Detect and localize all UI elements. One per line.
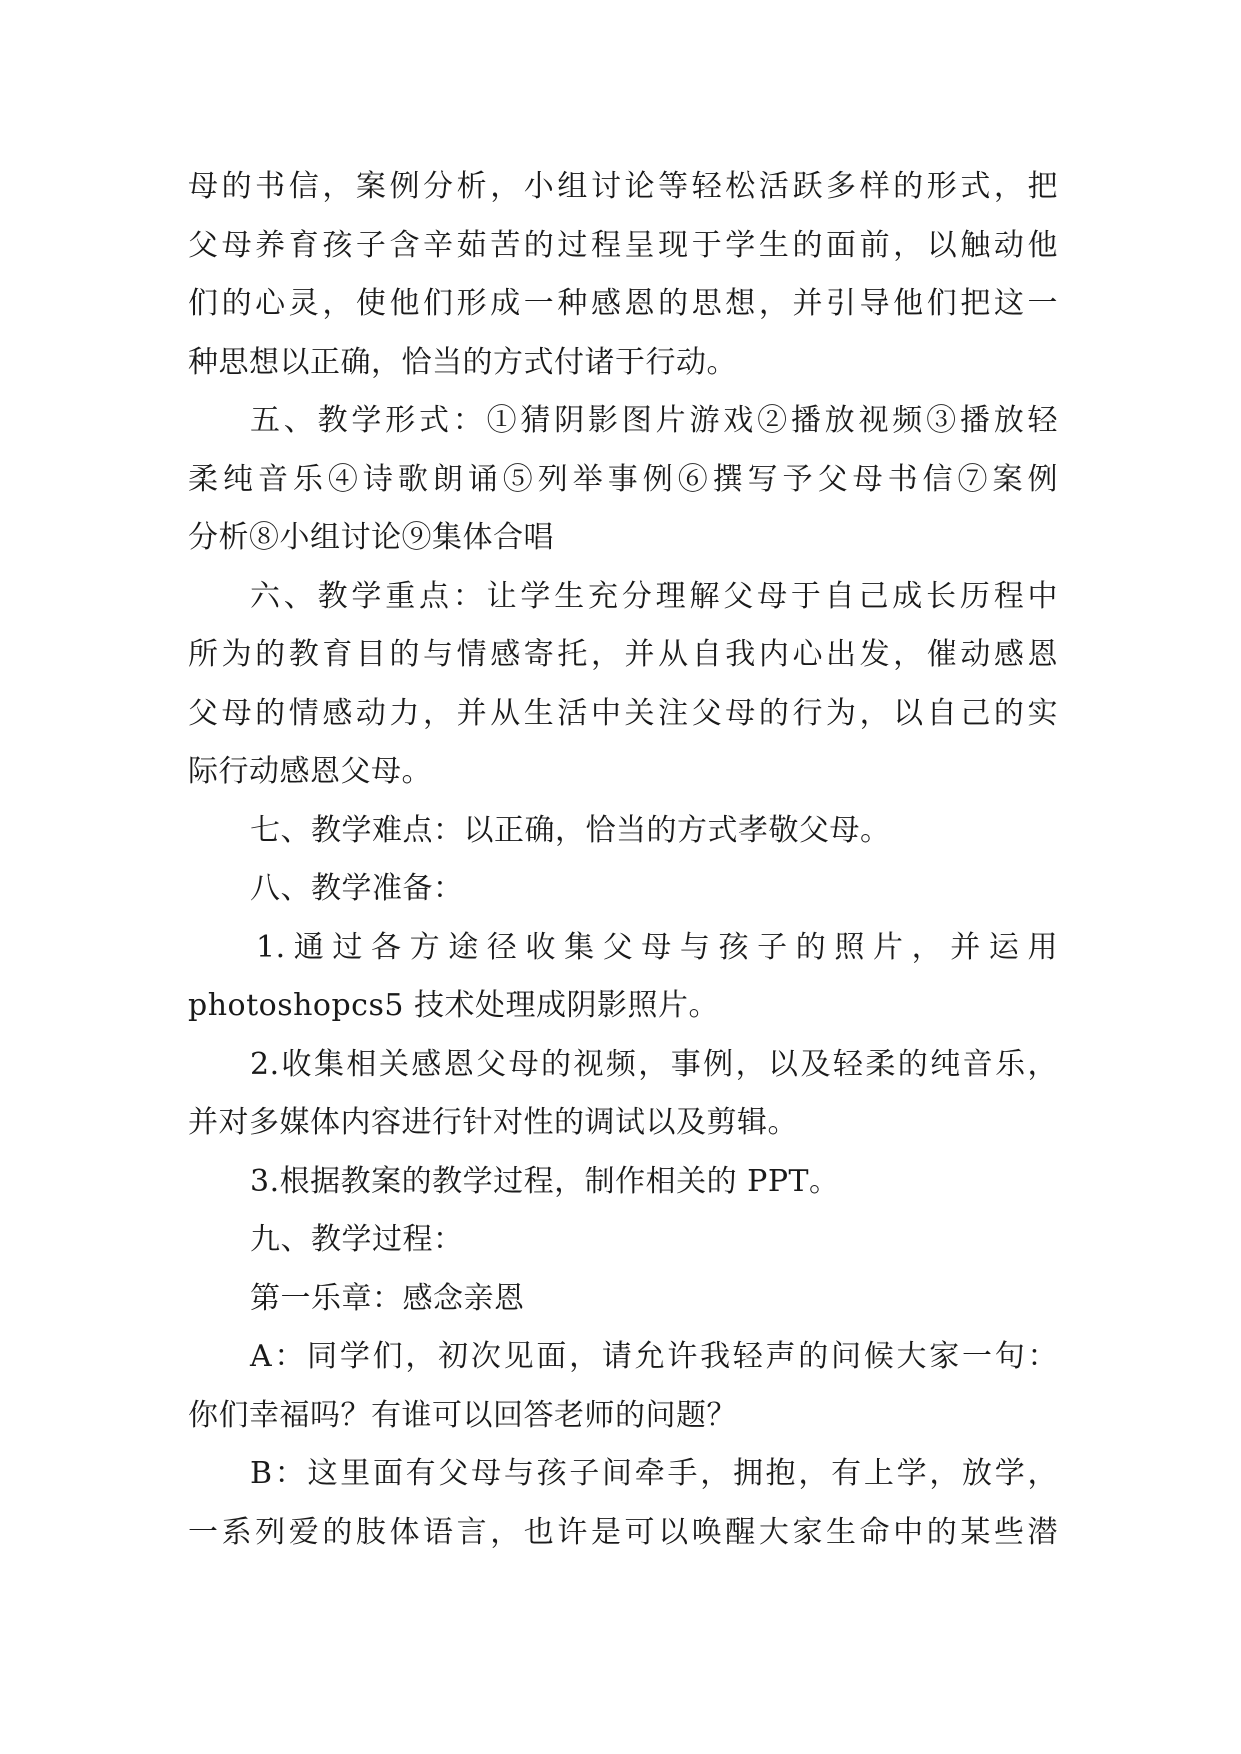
text-line: 种思想以正确，恰当的方式付诸于行动。 xyxy=(188,344,737,380)
list-item-2: 2.收集相关感恩父母的视频，事例，以及轻柔的纯音乐， xyxy=(250,1046,1058,1082)
chapter-heading: 第一乐章：感念亲恩 xyxy=(250,1280,525,1316)
text-line: 并对多媒体内容进行针对性的调试以及剪辑。 xyxy=(188,1105,798,1140)
text-line: 际行动感恩父母。 xyxy=(188,754,432,789)
text-line: 父母养育孩子含辛茹苦的过程呈现于学生的面前，以触动他 xyxy=(188,227,1058,263)
text-line: 们的心灵，使他们形成一种感恩的思想，并引导他们把这一 xyxy=(188,286,1058,321)
list-item-3: 3.根据教案的教学过程，制作相关的 PPT。 xyxy=(250,1163,840,1199)
section-heading-teaching-form: 五、教学形式：①猜阴影图片游戏②播放视频③播放轻 xyxy=(250,403,1058,438)
section-heading-teaching-preparation: 八、教学准备： xyxy=(250,871,464,906)
section-heading-teaching-focus: 六、教学重点：让学生充分理解父母于自己成长历程中 xyxy=(250,578,1058,614)
text-line: 你们幸福吗？有谁可以回答老师的问题？ xyxy=(188,1397,737,1433)
text-line: 所为的教育目的与情感寄托，并从自我内心出发，催动感恩 xyxy=(188,637,1058,672)
text-line: 柔纯音乐④诗歌朗诵⑤列举事例⑥撰写予父母书信⑦案例 xyxy=(188,461,1058,497)
list-item-1: 1.通过各方途径收集父母与孩子的照片，并运用 xyxy=(256,929,1058,965)
paragraph-b: B：这里面有父母与孩子间牵手，拥抱，有上学，放学， xyxy=(250,1456,1058,1491)
text-line: 分析⑧小组讨论⑨集体合唱 xyxy=(188,520,554,555)
text-line: 父母的情感动力，并从生活中关注父母的行为，以自己的实 xyxy=(188,695,1058,731)
text-line: photoshopcs5 技术处理成阴影照片。 xyxy=(188,988,720,1023)
paragraph-a: A：同学们，初次见面，请允许我轻声的问候大家一句： xyxy=(250,1339,1058,1374)
document-body xyxy=(188,158,1058,1562)
text-line: 一系列爱的肢体语言，也许是可以唤醒大家生命中的某些潜 xyxy=(188,1514,1058,1550)
section-heading-teaching-process: 九、教学过程： xyxy=(250,1222,464,1257)
text-line: 母的书信，案例分析，小组讨论等轻松活跃多样的形式，把 xyxy=(188,169,1058,204)
section-heading-teaching-difficulty: 七、教学难点：以正确，恰当的方式孝敬父母。 xyxy=(250,812,891,848)
